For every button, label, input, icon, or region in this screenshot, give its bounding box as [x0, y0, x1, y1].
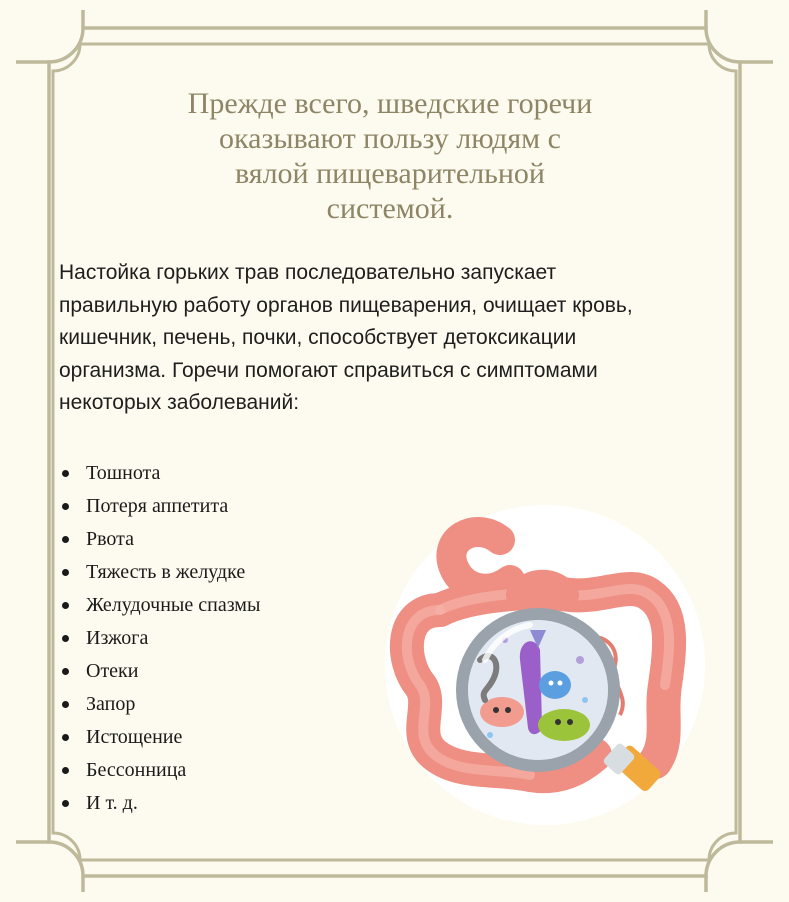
headline-line: вялой пищеварительной: [235, 157, 545, 190]
symptom-label: Бессонница: [86, 759, 187, 781]
symptom-label: Рвота: [86, 528, 135, 550]
list-item: [62, 688, 260, 721]
intro-line: организма. Горечи помогают справиться с симптомами: [59, 358, 598, 382]
intro-line: правильную работу органов пищеварения, очищает кровь,: [59, 293, 633, 317]
list-item: [62, 589, 260, 622]
bullet-icon: [62, 701, 69, 708]
bullet-icon: [62, 470, 69, 477]
headline: [100, 86, 680, 226]
symptom-label: Потеря аппетита: [86, 495, 229, 517]
symptom-label: Запор: [86, 693, 136, 715]
intro-line: Настойка горьких трав последовательно запускает: [59, 261, 557, 284]
list-item: [62, 490, 260, 523]
intro-line: кишечник, печень, почки, способствует детоксикации: [59, 326, 577, 349]
intro-line: некоторых заболеваний:: [59, 391, 300, 414]
intro-paragraph: [59, 257, 739, 420]
symptom-list: [62, 457, 260, 820]
bullet-icon: [62, 569, 69, 576]
symptom-label: Тошнота: [86, 462, 161, 484]
bullet-icon: [62, 767, 69, 774]
list-item: [62, 754, 260, 787]
list-item: [62, 556, 260, 589]
headline-line: системой.: [326, 192, 454, 225]
list-item: [62, 457, 260, 490]
headline-line: Прежде всего, шведские горечи: [187, 87, 593, 120]
list-item: [62, 622, 260, 655]
symptom-label: Тяжесть в желудке: [86, 561, 246, 583]
intestine-magnifier-bacteria-icon: [380, 500, 710, 830]
bullet-icon: [62, 668, 69, 675]
headline-line: оказывают пользу людям с: [219, 122, 561, 155]
symptom-label: Желудочные спазмы: [86, 594, 261, 616]
bullet-icon: [62, 635, 69, 642]
symptom-label: Изжога: [86, 627, 149, 649]
list-item: [62, 721, 260, 754]
bullet-icon: [62, 503, 69, 510]
list-item: [62, 787, 260, 820]
symptom-label: Истощение: [86, 726, 183, 748]
list-item: [62, 523, 260, 556]
bullet-icon: [62, 602, 69, 609]
bullet-icon: [62, 800, 69, 807]
symptom-label: И т. д.: [86, 792, 138, 814]
symptom-label: Отеки: [86, 660, 139, 682]
list-item: [62, 655, 260, 688]
bullet-icon: [62, 536, 69, 543]
bullet-icon: [62, 734, 69, 741]
